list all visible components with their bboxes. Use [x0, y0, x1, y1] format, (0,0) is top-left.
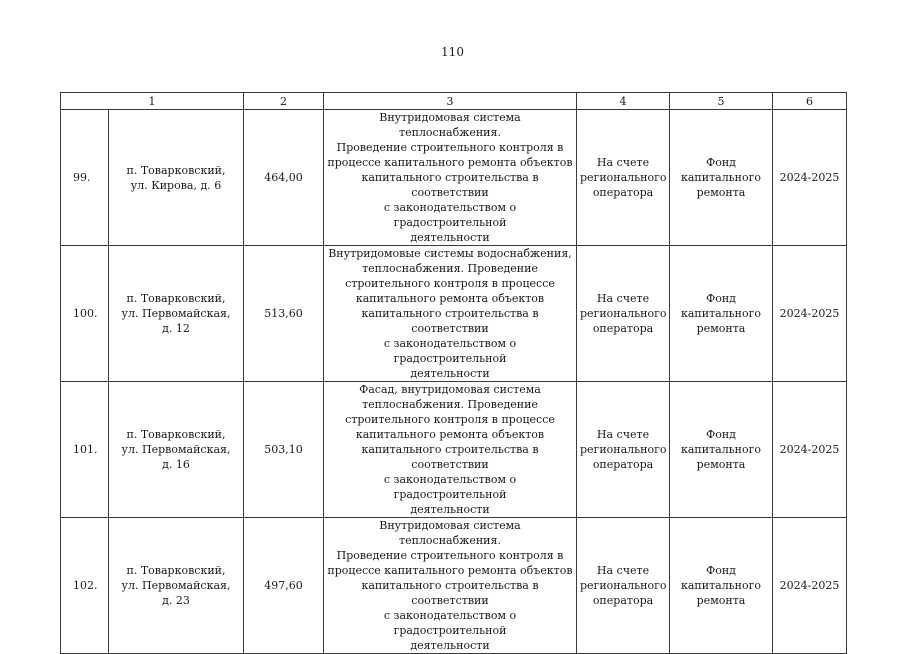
row-fund: Фонд капитального ремонта — [670, 382, 773, 518]
row-fund: Фонд капитального ремонта — [670, 518, 773, 654]
row-account: На счете регионального оператора — [577, 246, 670, 382]
table-header-row — [61, 93, 847, 110]
row-account: На счете регионального оператора — [577, 518, 670, 654]
row-index: 101. — [61, 382, 109, 518]
row-address: п. Товарковский, ул. Первомайская, д. 12 — [109, 246, 244, 382]
row-amount: 513,60 — [244, 246, 324, 382]
row-work-description: Внутридомовая система теплоснабжения. Проведение строительного контроля в процессе капитального ремонта объектов капитального строительства в соответствии с законодательством о градостроительной деятельности — [324, 518, 577, 654]
header-cell-5: 5 — [670, 93, 773, 110]
header-cell-6: 6 — [773, 93, 847, 110]
table-row — [61, 246, 847, 382]
row-address: п. Товарковский, ул. Первомайская, д. 23 — [109, 518, 244, 654]
header-cell-4: 4 — [577, 93, 670, 110]
row-period: 2024-2025 — [773, 518, 847, 654]
table-row — [61, 518, 847, 654]
row-account: На счете регионального оператора — [577, 382, 670, 518]
row-fund: Фонд капитального ремонта — [670, 110, 773, 246]
row-index: 99. — [61, 110, 109, 246]
header-cell-2: 2 — [244, 93, 324, 110]
row-index: 102. — [61, 518, 109, 654]
row-fund: Фонд капитального ремонта — [670, 246, 773, 382]
row-work-description: Фасад, внутридомовая система теплоснабжения. Проведение строительного контроля в процессе капитального ремонта объектов капитального строительства в соответствии с законодательством о градостроительной деятельности — [324, 382, 577, 518]
header-cell-3: 3 — [324, 93, 577, 110]
row-period: 2024-2025 — [773, 382, 847, 518]
row-account: На счете регионального оператора — [577, 110, 670, 246]
row-amount: 464,00 — [244, 110, 324, 246]
row-work-description: Внутридомовые системы водоснабжения, теплоснабжения. Проведение строительного контроля в процессе капитального ремонта объектов капитального строительства в соответствии с законодательством о градостроительной деятельности — [324, 246, 577, 382]
row-amount: 503,10 — [244, 382, 324, 518]
table-row — [61, 110, 847, 246]
table-row — [61, 382, 847, 518]
work-plan-table — [60, 92, 847, 654]
row-period: 2024-2025 — [773, 110, 847, 246]
row-period: 2024-2025 — [773, 246, 847, 382]
page-number: 110 — [441, 45, 464, 59]
row-amount: 497,60 — [244, 518, 324, 654]
row-address: п. Товарковский, ул. Кирова, д. 6 — [109, 110, 244, 246]
row-work-description: Внутридомовая система теплоснабжения. Проведение строительного контроля в процессе капитального ремонта объектов капитального строительства в соответствии с законодательством о градостроительной деятельности — [324, 110, 577, 246]
header-cell-1: 1 — [61, 93, 244, 110]
row-index: 100. — [61, 246, 109, 382]
row-address: п. Товарковский, ул. Первомайская, д. 16 — [109, 382, 244, 518]
